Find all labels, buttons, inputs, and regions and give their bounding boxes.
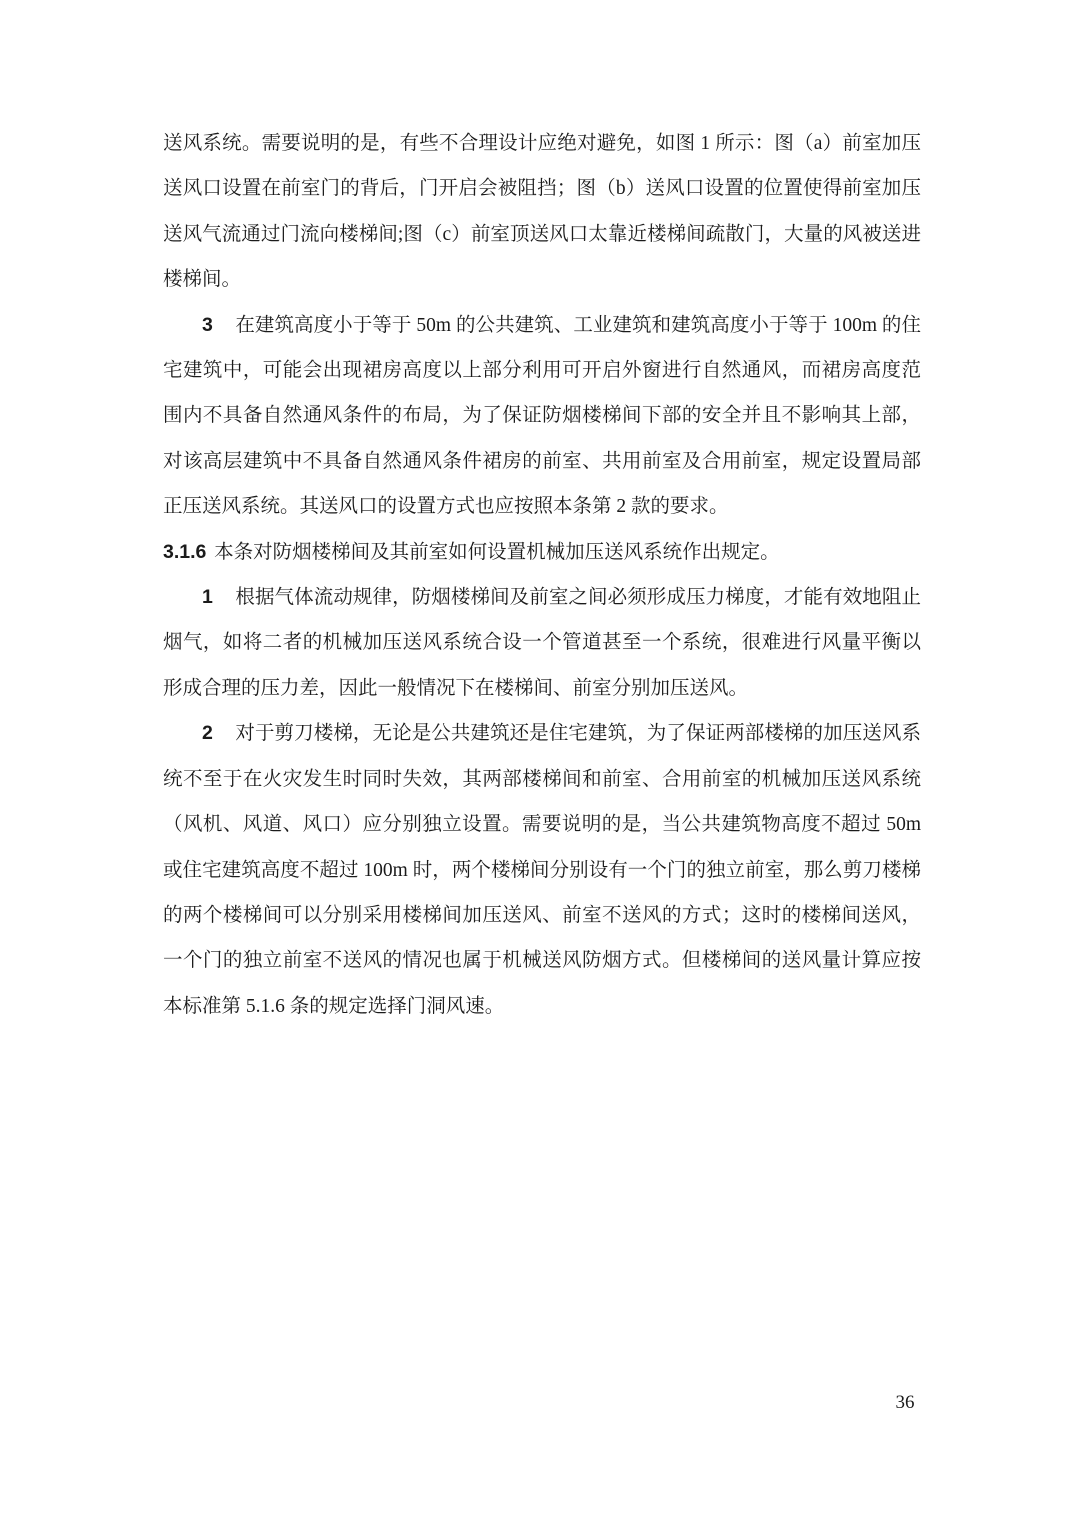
- paragraph-text: 对于剪刀楼梯，无论是公共建筑还是住宅建筑，为了保证两部楼梯的加压送风系统不至于在火灾发生时同时失效，其两部楼梯间和前室、合用前室的机械加压送风系统（风机、风道、风口）应分别独立设置。需要说明的是，当公共建筑物高度不超过 50m 或住宅建筑高度不超过 100m 时，两个楼梯间分别设有一个门的独立前室，那么剪刀楼梯的两个楼梯间可以分别采用楼梯间加压送风、前室不送风的方式；这时的楼梯间送风，一个门的独立前室不送风的情况也属于机械送风防烟方式。但楼梯间的送风量计算应按本标准第 5.1.6 条的规定选择门洞风速。: [163, 723, 921, 1017]
- paragraph-item-1: [163, 575, 921, 711]
- paragraph-text: 送风系统。需要说明的是，有些不合理设计应绝对避免，如图 1 所示：图（a）前室加压送风口设置在前室门的背后，门开启会被阻挡；图（b）送风口设置的位置使得前室加压送风气流通过门流向楼梯间;图（c）前室顶送风口太靠近楼梯间疏散门，大量的风被送进楼梯间。: [163, 133, 921, 291]
- clause-item-number: 1: [202, 586, 213, 609]
- page-number: 36: [895, 1392, 915, 1413]
- paragraph-item-2: [163, 711, 921, 1029]
- paragraph-continuation: [163, 121, 921, 303]
- paragraph-text: 本条对防烟楼梯间及其前室如何设置机械加压送风系统作出规定。: [214, 541, 780, 563]
- section-number: 3.1.6: [163, 540, 207, 563]
- paragraph-section-3-1-6: [163, 530, 921, 575]
- paragraph-text: 在建筑高度小于等于 50m 的公共建筑、工业建筑和建筑高度小于等于 100m 的住宅建筑中，可能会出现裙房高度以上部分利用可开启外窗进行自然通风，而裙房高度范围内不具备自然通风条件的布局，为了保证防烟楼梯间下部的安全并且不影响其上部，对该高层建筑中不具备自然通风条件裙房的前室、共用前室及合用前室，规定设置局部正压送风系统。其送风口的设置方式也应按照本条第 2 款的要求。: [163, 314, 921, 518]
- document-body: [163, 121, 921, 1029]
- clause-item-number: 3: [202, 313, 213, 336]
- paragraph-item-3: [163, 303, 921, 530]
- paragraph-text: 根据气体流动规律，防烟楼梯间及前室之间必须形成压力梯度，才能有效地阻止烟气，如将二者的机械加压送风系统合设一个管道甚至一个系统，很难进行风量平衡以形成合理的压力差，因此一般情况下在楼梯间、前室分别加压送风。: [163, 587, 921, 699]
- clause-item-number: 2: [202, 722, 213, 745]
